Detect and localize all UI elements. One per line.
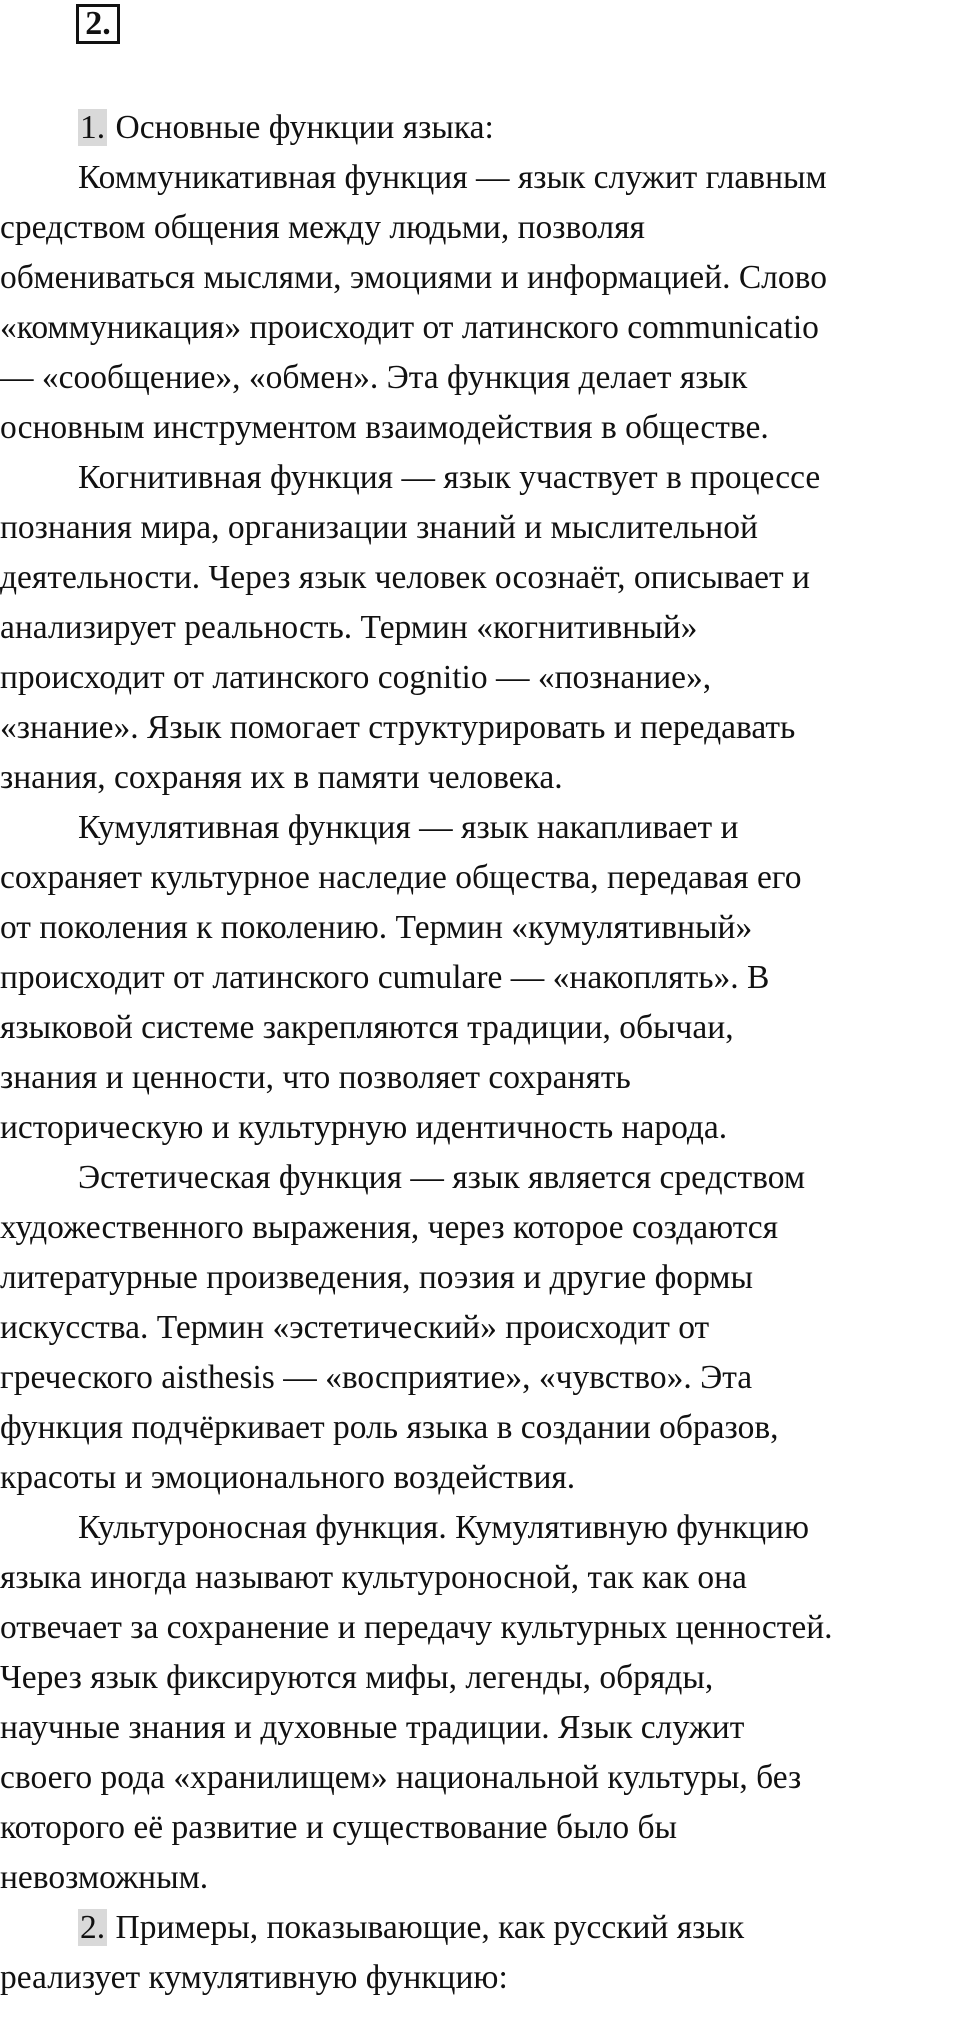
paragraph-line: Когнитивная функция — язык участвует в процессе [78, 459, 821, 496]
section-heading-2-text: Примеры, показывающие, как русский язык [107, 1909, 745, 1946]
paragraph-line: красоты и эмоционального воздействия. [0, 1459, 576, 1496]
paragraph-line: знания и ценности, что позволяет сохранять [0, 1059, 631, 1096]
paragraph-line: греческого aisthesis — «восприятие», «чувство». Эта [0, 1359, 753, 1396]
task-number-box: 2. [76, 4, 120, 44]
paragraph-line: языка иногда называют культуроносной, так как она [0, 1559, 747, 1596]
paragraph-line: основным инструментом взаимодействия в обществе. [0, 409, 769, 446]
section-heading-1 [0, 103, 958, 153]
paragraph-line: Эстетическая функция — язык является средством [78, 1159, 806, 1196]
section-heading-2 [0, 1903, 958, 1953]
paragraph-line: языковой системе закрепляются традиции, обычаи, [0, 1009, 734, 1046]
paragraph-line: невозможным. [0, 1859, 209, 1896]
paragraph-line: познания мира, организации знаний и мыслительной [0, 509, 758, 546]
paragraph-line: деятельности. Через язык человек осознаёт, описывает и [0, 559, 810, 596]
paragraph-line: обмениваться мыслями, эмоциями и информацией. Слово [0, 259, 827, 296]
paragraph-line: научные знания и духовные традиции. Язык служит [0, 1709, 745, 1746]
paragraph-line: «коммуникация» происходит от латинского communicatio [0, 309, 819, 346]
paragraph-line: Коммуникативная функция — язык служит главным [78, 159, 827, 196]
item-marker-1: 1. [80, 109, 106, 146]
section-heading-1-text: Основные функции языка: [107, 109, 494, 146]
paragraph-line: сохраняет культурное наследие общества, передавая его [0, 859, 802, 896]
paragraph-line: анализирует реальность. Термин «когнитивный» [0, 609, 698, 646]
paragraph-line: — «сообщение», «обмен». Эта функция делает язык [0, 359, 748, 396]
paragraph-line: функция подчёркивает роль языка в создании образов, [0, 1409, 779, 1446]
paragraph-line: средством общения между людьми, позволяя [0, 209, 645, 246]
document-text [0, 103, 958, 2003]
paragraph-line: «знание». Язык помогает структурировать и передавать [0, 709, 796, 746]
paragraph-line: происходит от латинского cumulare — «накоплять». В [0, 959, 770, 996]
paragraph-line: происходит от латинского cognitio — «познание», [0, 659, 712, 696]
paragraph-line: знания, сохраняя их в памяти человека. [0, 759, 563, 796]
paragraph-line: своего рода «хранилищем» национальной культуры, без [0, 1759, 802, 1796]
paragraph-line: Культуроносная функция. Кумулятивную функцию [78, 1509, 809, 1546]
paragraph-line: отвечает за сохранение и передачу культурных ценностей. [0, 1609, 833, 1646]
paragraph-line: историческую и культурную идентичность народа. [0, 1109, 728, 1146]
paragraph-line: художественного выражения, через которое создаются [0, 1209, 779, 1246]
paragraph-line: Через язык фиксируются мифы, легенды, обряды, [0, 1659, 714, 1696]
paragraph-line: искусства. Термин «эстетический» происходит от [0, 1309, 710, 1346]
item-marker-2: 2. [80, 1909, 106, 1946]
paragraph-line: от поколения к поколению. Термин «кумулятивный» [0, 909, 753, 946]
paragraph-line: которого её развитие и существование было бы [0, 1809, 678, 1846]
section-heading-2-continued: реализует кумулятивную функцию: [0, 1959, 508, 1996]
paragraph-line: литературные произведения, поэзия и другие формы [0, 1259, 753, 1296]
paragraph-line: Кумулятивная функция — язык накапливает и [78, 809, 739, 846]
